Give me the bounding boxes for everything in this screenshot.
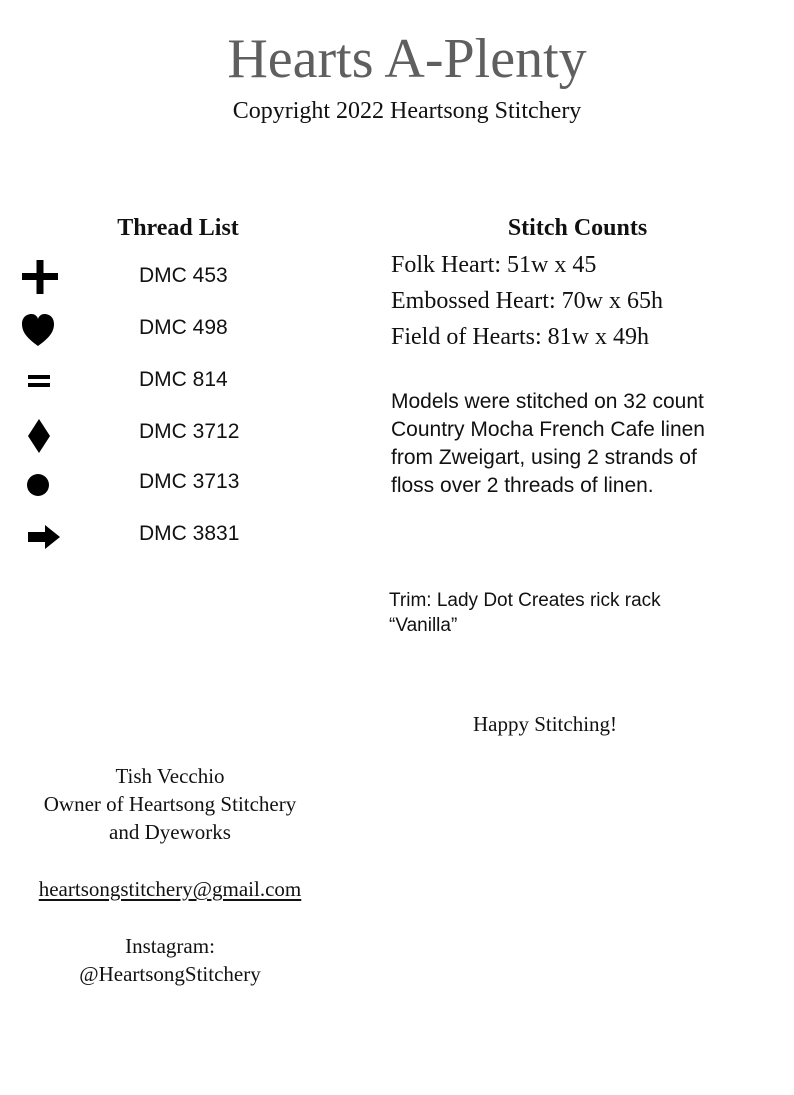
thread-item — [18, 413, 318, 453]
stitch-count-folk-heart: Folk Heart: 51w x 45 — [391, 252, 597, 278]
models-note-line: Country Mocha French Cafe linen — [391, 418, 705, 441]
stitch-counts-heading: Stitch Counts — [507, 215, 648, 241]
trim-note-line: “Vanilla” — [389, 615, 458, 636]
stitch-count-field-of-hearts: Field of Hearts: 81w x 49h — [391, 324, 649, 350]
trim-note-line: Trim: Lady Dot Creates rick rack — [389, 590, 661, 611]
heart-icon — [18, 309, 62, 349]
designer-role-line1: Owner of Heartsong Stitchery — [43, 792, 297, 816]
page-title: Hearts A-Plenty — [227, 28, 587, 90]
copyright-line: Copyright 2022 Heartsong Stitchery — [232, 98, 582, 124]
closing-message: Happy Stitching! — [472, 712, 618, 736]
thread-label: DMC 3712 — [139, 420, 240, 443]
models-note — [391, 388, 791, 500]
thread-item — [18, 361, 318, 401]
designer-role-line2: and Dyeworks — [109, 820, 231, 844]
thread-item — [18, 309, 318, 349]
thread-label: DMC 3713 — [139, 470, 240, 493]
designer-name: Tish Vecchio — [115, 764, 225, 788]
models-note-line: floss over 2 threads of linen. — [391, 474, 654, 497]
models-note-line: from Zweigart, using 2 strands of — [391, 446, 697, 469]
circle-icon — [18, 463, 62, 503]
thread-label: DMC 498 — [139, 316, 228, 339]
equals-icon — [18, 361, 62, 401]
arrow-right-icon — [18, 515, 62, 555]
instagram-handle: @HeartsongStitchery — [79, 962, 261, 986]
thread-label: DMC 3831 — [139, 522, 240, 545]
thread-item — [18, 463, 318, 503]
thread-item — [18, 515, 318, 555]
trim-note — [389, 588, 789, 638]
email-line — [0, 875, 340, 904]
thread-label: DMC 814 — [139, 368, 228, 391]
stitch-count-embossed-heart: Embossed Heart: 70w x 65h — [391, 288, 663, 314]
diamond-icon — [18, 413, 62, 453]
models-note-line: Models were stitched on 32 count — [391, 390, 704, 413]
thread-label: DMC 453 — [139, 264, 228, 287]
instagram-label: Instagram: — [125, 934, 215, 958]
plus-icon — [18, 257, 62, 297]
email-link[interactable]: heartsongstitchery@gmail.com — [38, 877, 302, 901]
thread-item — [18, 257, 318, 297]
thread-list-heading: Thread List — [117, 215, 239, 241]
